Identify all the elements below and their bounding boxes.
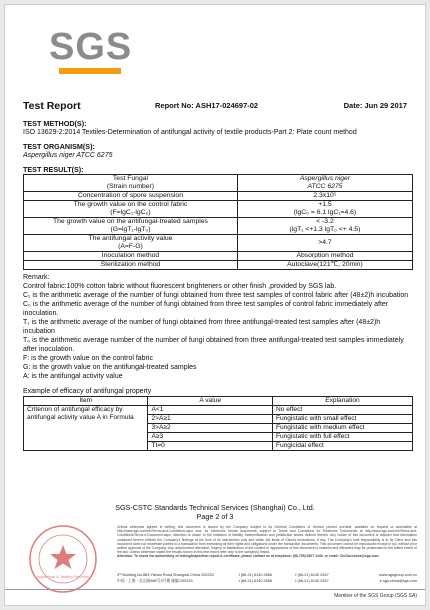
logo-accent-line — [59, 68, 121, 74]
sgs-logo-text: SGS — [49, 26, 133, 68]
address-cn-street: 中国 · 上海 · 宜山路889号3号楼 — [117, 579, 171, 583]
stamp-text: Inspection & Testing Services — [36, 574, 90, 579]
terms-fine-print — [117, 525, 417, 559]
email: e sgs.china@sgs.com — [379, 579, 417, 583]
page-number: Page 2 of 3 — [196, 512, 234, 521]
member-note: Member of the SGS Group (SGS SA) — [334, 593, 417, 599]
results-table — [23, 174, 413, 270]
company-name: SGS-CSTC Standards Technical Services (Shanghai) Co., Ltd. — [115, 503, 315, 512]
phone-cn: t (86-21) 6140 2666 — [238, 579, 272, 583]
remark-line: Control fabric:100% cotton fabric without fluorescent brighteners or other finish ,provided by SGS lab. — [23, 283, 337, 290]
explanation-cell: Fungistatic with medium effect — [272, 424, 412, 433]
row-value: +1.5 — [318, 201, 332, 208]
row-label: Sterilization method — [100, 261, 161, 268]
row-value-sub: (lgC₀ = 6.1 lgC₁=4.6) — [293, 209, 357, 216]
row-value: >4.7 — [318, 239, 332, 246]
fax-cn: f (86-21) 6140 2547 — [295, 579, 329, 583]
row-value: Autoclave(121℃, 20min) — [287, 261, 363, 268]
phone-en: t (86-21) 6140 2666 — [238, 573, 272, 577]
remark-line: T₀ is the arithmetic average number of the number of fungi obtained from three antifungal-treated test samples immediately after inoculation. — [23, 337, 404, 353]
sgs-logo — [49, 26, 133, 78]
report-header — [23, 100, 407, 114]
report-page — [4, 4, 426, 606]
row-label-sub: (F=lgC₁-lgC₀) — [110, 209, 151, 216]
a-value-cell: 2>A≥1 — [148, 415, 272, 424]
row-label: Concentration of spore suspension — [77, 192, 183, 199]
footer-company — [5, 503, 425, 521]
report-body — [23, 119, 413, 451]
table-row — [24, 201, 413, 218]
explanation-cell: No effect — [272, 406, 412, 415]
remarks-section — [23, 273, 413, 381]
remark-line: C₁ is the arithmetic average of the number of fungi obtained from three test samples of control fabric after (48±2)h incubation — [23, 292, 409, 299]
col-header-item: Item — [24, 397, 148, 406]
inspection-stamp — [27, 523, 99, 595]
row-value: Absorption method — [296, 252, 354, 259]
report-title: Test Report — [23, 100, 81, 112]
organism-heading: TEST ORGANISM(S): — [23, 142, 95, 151]
report-number: Report No: ASH17-024697-02 — [155, 101, 259, 110]
table-header-row — [24, 397, 413, 406]
footer-divider — [5, 589, 425, 590]
address-en: 3ʳᵈ Building,No.889,Yishan Road,Shanghai,China 200233 — [117, 573, 214, 577]
col-header-a: A value — [148, 397, 272, 406]
row-value-sub: ATCC 6275 — [307, 183, 343, 190]
table-row — [24, 175, 413, 192]
row-label: The growth value on the antifungal-treated samples — [53, 218, 208, 225]
remark-line: T₁ is the arithmetic average of the number of fungi obtained from three antifungal-treated test samples after (48±2)h incubation — [23, 319, 381, 335]
row-label-sub: (A=F-G) — [118, 243, 143, 250]
row-value: < -3.2 — [316, 218, 334, 225]
authenticity-note: Attention: To check the authenticity of testing/inspection report & certificate, please contact us at telephone: (86-755) 8307 1443, or email: CN.Doccheck@sgs.com — [117, 554, 379, 559]
col-header-explanation: Explanation — [272, 397, 412, 406]
organism-text: Aspergillus niger ATCC 6275 — [23, 152, 113, 159]
row-label: The growth value on the control fabric — [73, 201, 188, 208]
efficacy-caption: Example of efficacy of antifungal property — [23, 388, 152, 395]
row-value: Aspergillus niger — [299, 175, 351, 182]
a-value-cell: A<1 — [148, 406, 272, 415]
postcode-cn: 邮编:200233 — [171, 579, 193, 583]
row-label-sub: (Strain number) — [106, 183, 155, 190]
table-row — [24, 218, 413, 235]
address-block — [117, 572, 417, 584]
table-row — [24, 261, 413, 270]
table-row — [24, 406, 413, 415]
explanation-cell: Fungistatic with small effect — [272, 415, 412, 424]
fax-en: f (86-21) 6140 2547 — [295, 573, 329, 577]
row-label: The antifungal activity value — [88, 235, 173, 242]
method-heading: TEST METHOD(S): — [23, 119, 87, 128]
criterion-cell: Criterion of antifungal efficacy by antifungal activity value A in Formula — [24, 406, 148, 451]
remark-line: A: is the antifungal activity value — [23, 373, 123, 380]
address-cn — [117, 578, 239, 584]
method-text: ISO 13629-2:2014 Textiles-Determination of antifungal activity of textile products-Part 2: Plate count method — [23, 129, 357, 136]
table-row — [24, 252, 413, 261]
efficacy-table — [23, 396, 413, 451]
table-row — [24, 235, 413, 252]
a-value-cell: Tt=0 — [148, 442, 272, 451]
remarks-heading: Remark: — [23, 274, 50, 281]
a-value-cell: 3>A≥2 — [148, 424, 272, 433]
row-value-sub: (lgT₁ <+1.3 lgT₀ <+ 4.5) — [289, 226, 361, 233]
website: www.sgsgroup.com.cn — [379, 573, 417, 577]
table-row — [24, 192, 413, 201]
remark-line: F: is the growth value on the control fabric — [23, 355, 153, 362]
terms-text: Unless otherwise agreed in writing, this document is issued by the Company subject to its General Conditions of Service printed overleaf, available on request or accessible at http://www.sgs.com/en/Terms-and-Conditions.aspx and, for electronic format documents, subject to Terms and Conditions for Electronic Documents at http://www.sgs.com/en/Terms-and-Conditions/Terms-e-Document.aspx. Attention is drawn to the limitation of liability, indemnification and jurisdiction issues defined therein. Any holder of this document is advised that information contained hereon reflects the Company's findings at the time of its intervention only and within the limits of Client's instructions, if any. The Company's sole responsibility is to its Client and this document does not exonerate parties to a transaction from exercising all their rights and obligations under the transaction documents. This document cannot be reproduced except in full, without prior written approval of the Company. Any unauthorized alteration, forgery or falsification of the content or appearance of this document is unlawful and offenders may be prosecuted to the fullest extent of the law. Unless otherwise stated the results shown in this test report refer only to the sample(s) tested. — [117, 525, 417, 555]
explanation-cell: Fungicidal effect — [272, 442, 412, 451]
report-date: Date: Jun 29 2017 — [343, 101, 407, 110]
row-label-sub: (G=lgT₁-lgT₀) — [110, 226, 151, 233]
remark-line: G: is the growth value on the antifungal-treated samples — [23, 364, 197, 371]
row-label: Test Fungal — [112, 175, 149, 182]
a-value-cell: A≥3 — [148, 433, 272, 442]
explanation-cell: Fungistatic with full effect — [272, 433, 412, 442]
remark-line: C₀ is the arithmetic average of the number of fungi obtained from three test samples of control fabric immediately after inoculation. — [23, 301, 389, 317]
row-value: 2.3x10⁵ — [313, 192, 337, 199]
row-label: Inoculation method — [101, 252, 160, 259]
results-heading: TEST RESULT(S): — [23, 165, 84, 174]
